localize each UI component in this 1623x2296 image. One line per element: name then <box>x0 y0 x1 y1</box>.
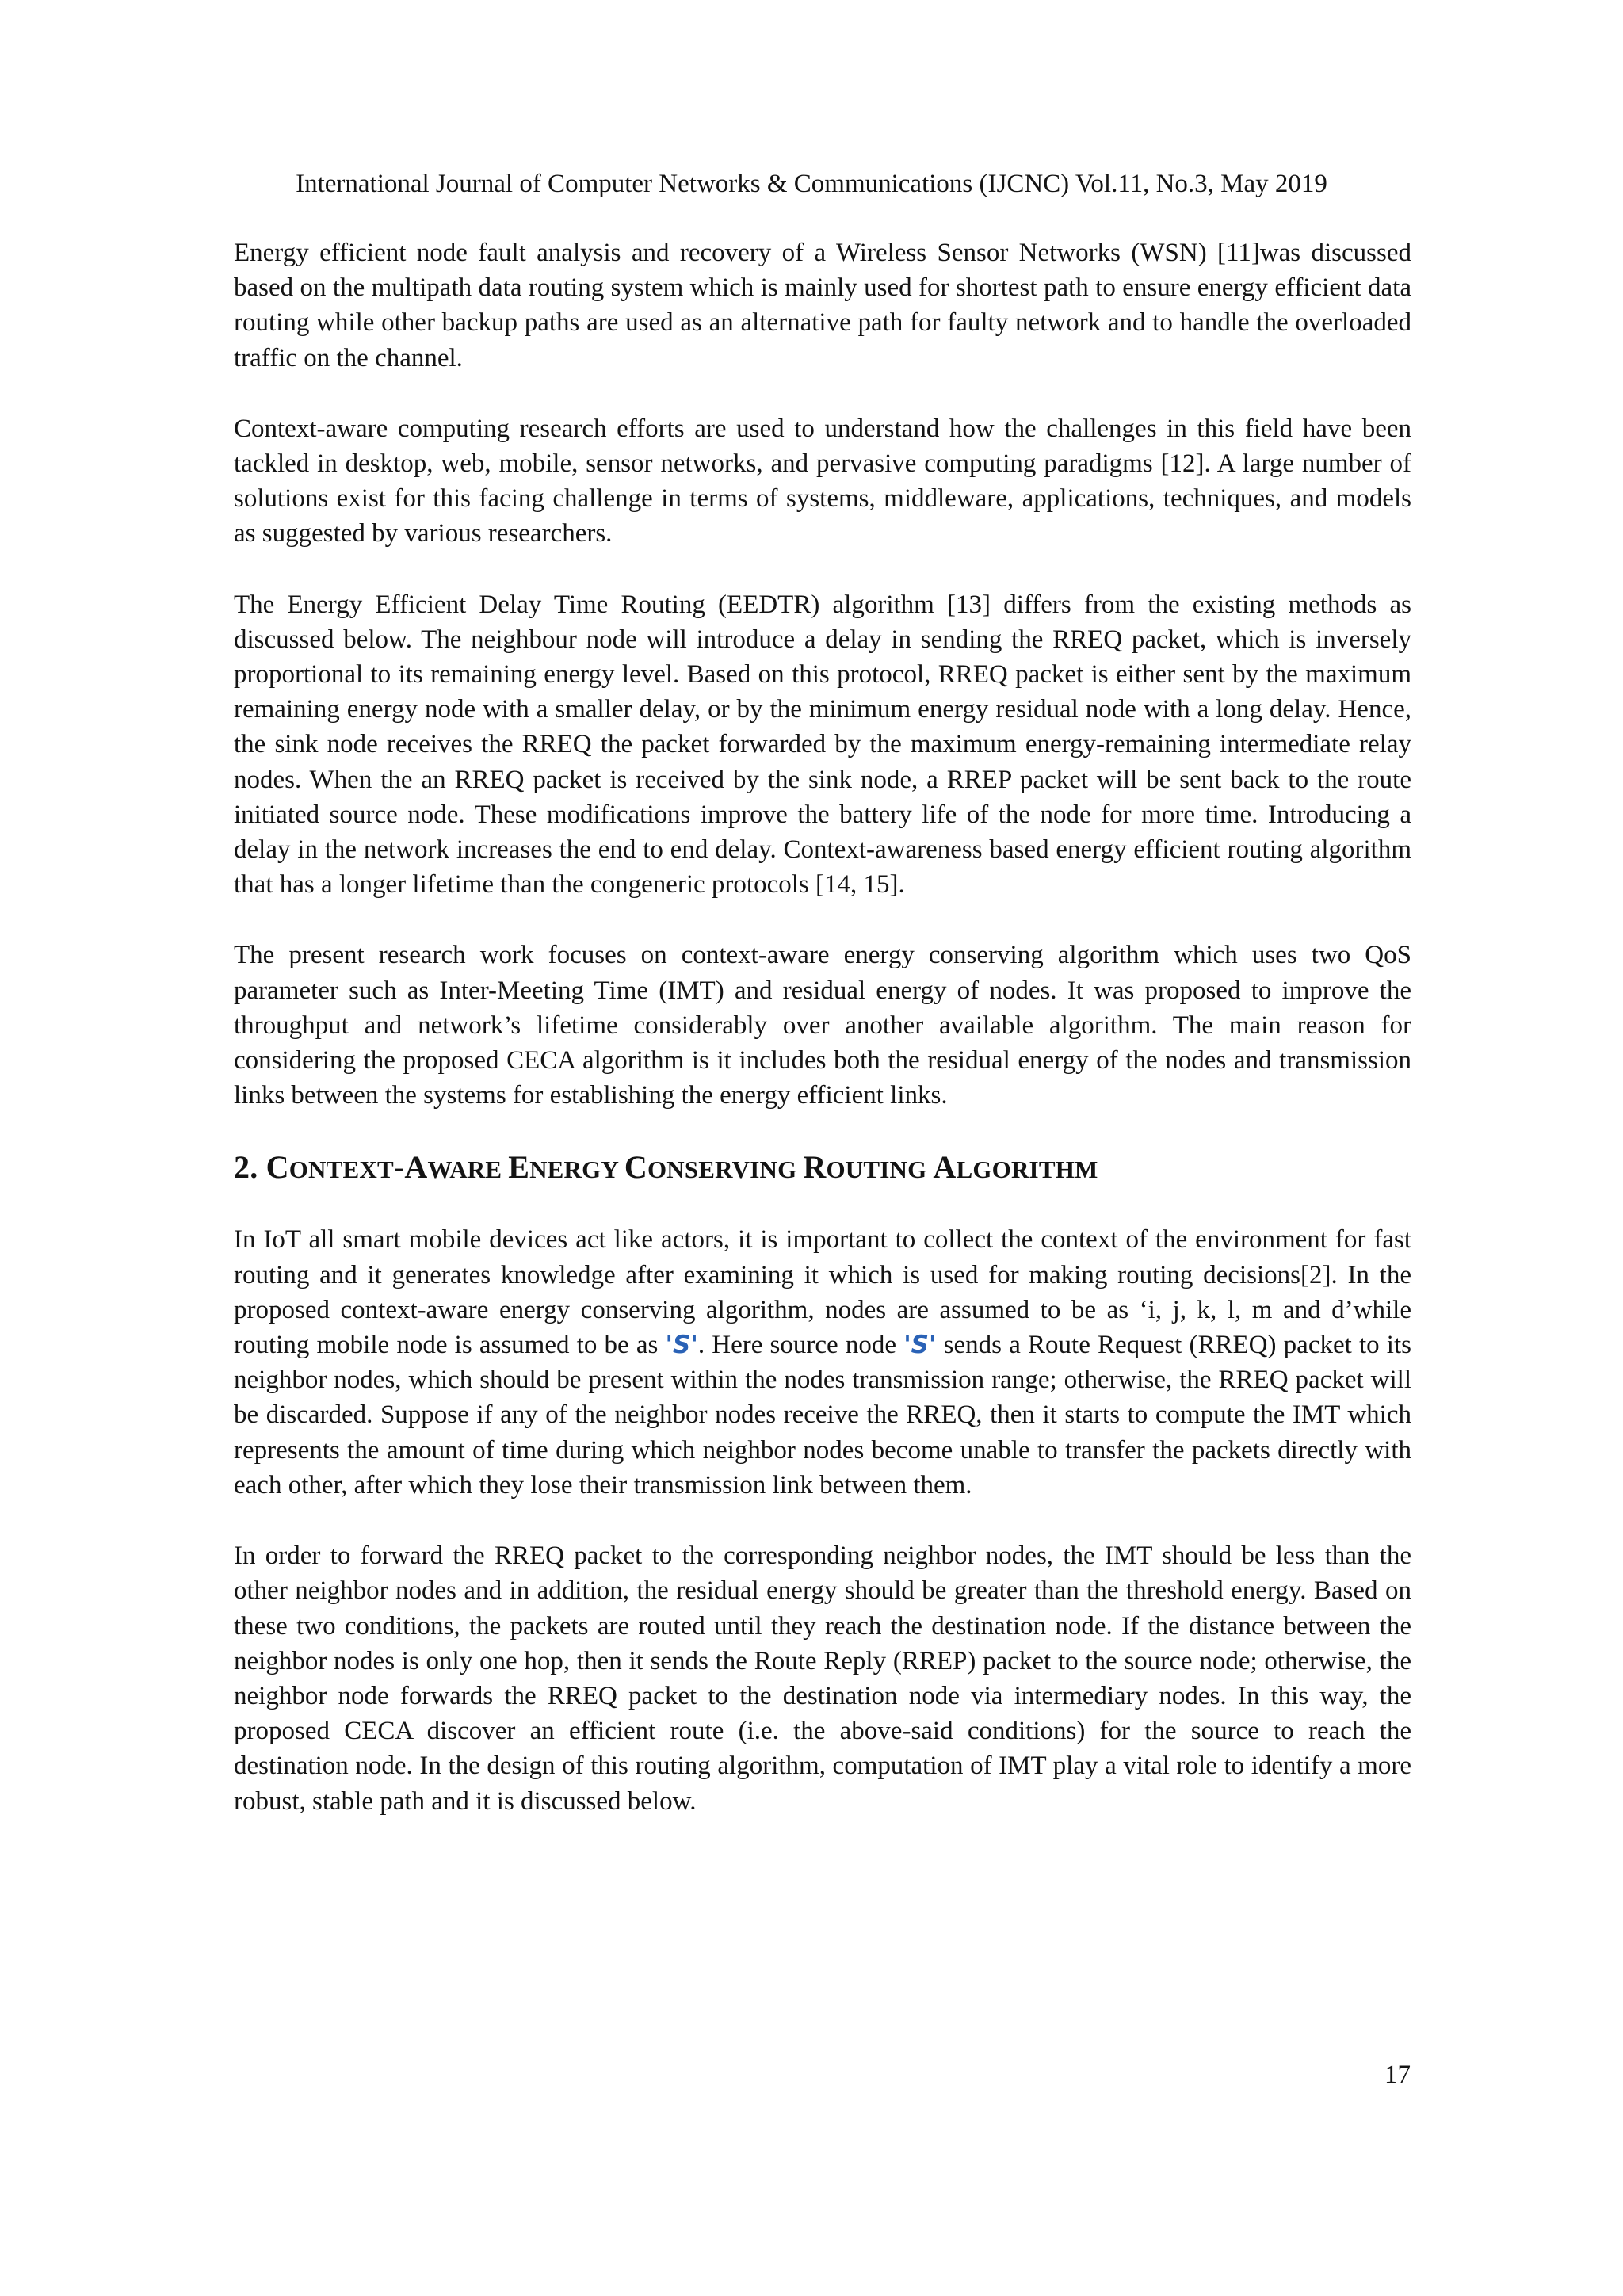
running-header: International Journal of Computer Networks & Communications (IJCNC) Vol.11, No.3, May 2019 <box>296 170 1327 198</box>
heading-part: E <box>508 1149 530 1186</box>
paragraph-rreq-forwarding: In order to forward the RREQ packet to the corresponding neighbor nodes, the IMT should be less than the other neighbor nodes and in addition, the residual energy should be greater than the threshold energy. Based on these two conditions, the packets are routed until they reach the destination node. If the distance between the neighbor nodes is only one hop, then it sends the Route Reply (RREP) packet to the source node; otherwise, the neighbor node forwards the RREQ packet to the destination node via intermediary nodes. In this way, the proposed CECA discover an efficient route (i.e. the above-said conditions) for the source to reach the destination node. In the design of this routing algorithm, computation of IMT play a vital role to identify a more robust, stable path and it is discussed below. <box>234 1541 1411 1816</box>
heading-part: OUTING <box>826 1156 934 1184</box>
paragraph-present-research: The present research work focuses on context-aware energy conserving algorithm which uses two QoS parameter such as Inter-Meeting Time (IMT) and residual energy of nodes. It was proposed to improve the throughput and network’s lifetime considerably over another available algorithm. The main reason for considering the proposed CECA algorithm is it includes both the residual energy of the nodes and transmission links between the systems for establishing the energy efficient links. <box>234 941 1411 1110</box>
heading-part: C <box>265 1149 289 1186</box>
heading-part: C <box>624 1149 647 1186</box>
text-run: In IoT all smart mobile devices act like actors, it is important to collect the context of the environment for fast routing and it generates knowledge after examining it which is used for making routing decisions[2]. In the proposed context-aware energy conserving algorithm, nodes are assumed to be as ‘i, j, k, l, m and d’while routing mobile node is assumed to be as <box>234 1225 1411 1360</box>
heading-part: -A <box>393 1149 428 1186</box>
paragraph-iot-routing <box>234 1222 1411 1503</box>
text-run: sends a Route Request (RREQ) packet to its neighbor nodes, which should be present within the nodes transmission range; otherwise, the RREQ packet will be discarded. Suppose if any of the neighbor nodes receive the RREQ, then it starts to compute the IMT which represents the amount of time during which neighbor nodes become unable to transfer the packets directly with each other, after which they lose their transmission link between them. <box>234 1331 1411 1499</box>
symbol-s: 'S' <box>665 1331 698 1360</box>
heading-part: LGORITHM <box>956 1156 1098 1184</box>
paragraph-context-aware-computing: Context-aware computing research efforts are used to understand how the challenges in this field have been tackled in desktop, web, mobile, sensor networks, and pervasive computing paradigms [12]. A large number of solutions exist for this facing challenge in terms of systems, middleware, applications, techniques, and models as suggested by various researchers. <box>234 414 1411 548</box>
body-column <box>234 235 1411 1819</box>
heading-part: NERGY <box>529 1156 624 1184</box>
paragraph-eedtr-algorithm: The Energy Efficient Delay Time Routing (EEDTR) algorithm [13] differs from the existing methods as discussed below. The neighbour node will introduce a delay in sending the RREQ packet, which is inversely proportional to its remaining energy level. Based on this protocol, RREQ packet is either sent by the maximum remaining energy node with a smaller delay, or by the minimum energy residual node with a long delay. Hence, the sink node receives the RREQ the packet forwarded by the maximum energy-remaining intermediate relay nodes. When the an RREQ packet is received by the sink node, a RREP packet will be sent back to the route initiated source node. These modifications improve the battery life of the node for more time. Introducing a delay in the network increases the end to end delay. Context-awareness based energy efficient routing algorithm that has a longer lifetime than the congeneric protocols [14, 15]. <box>234 590 1411 900</box>
section-number: 2. <box>234 1149 266 1186</box>
heading-part: A <box>933 1149 957 1186</box>
heading-part: R <box>803 1149 827 1186</box>
symbol-s: 'S' <box>903 1331 937 1360</box>
text-run: . Here source node <box>697 1331 904 1360</box>
heading-part: WARE <box>427 1156 509 1184</box>
section-heading <box>234 1148 1411 1189</box>
heading-part: ONTEXT <box>288 1156 394 1184</box>
paragraph-wsn-fault-analysis: Energy efficient node fault analysis and recovery of a Wireless Sensor Networks (WSN) [11]was discussed based on the multipath data routing system which is mainly used for shortest path to ensure energy efficient data routing while other backup paths are used as an alternative path for faulty network and to handle the overloaded traffic on the channel. <box>234 239 1411 372</box>
heading-part: ONSERVING <box>647 1156 804 1184</box>
page-number: 17 <box>1384 2061 1411 2089</box>
